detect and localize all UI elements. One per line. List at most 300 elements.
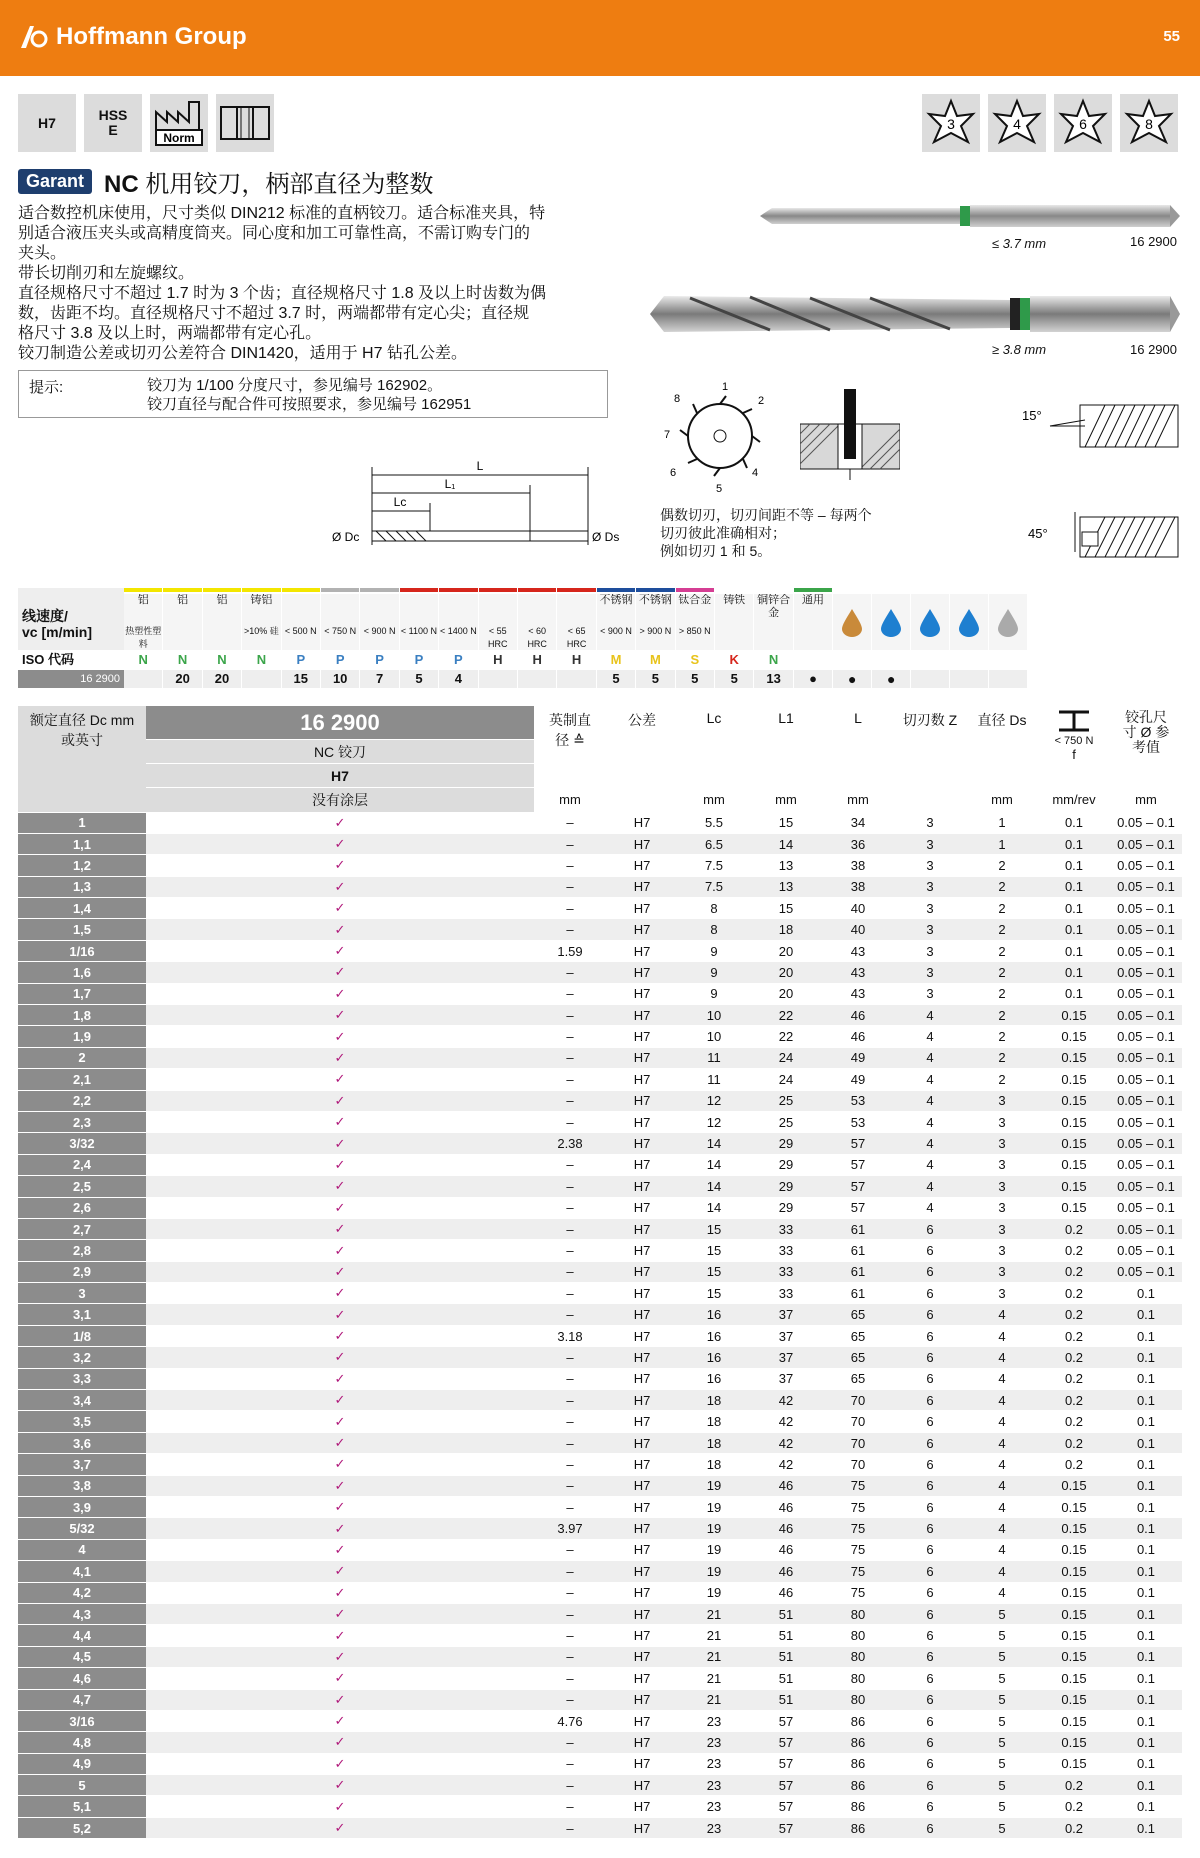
tolerance: H7 <box>606 1047 678 1068</box>
availability-check: ✓ <box>146 1668 534 1689</box>
table-row <box>18 1625 1182 1646</box>
l1-value: 46 <box>750 1539 822 1560</box>
l-value: 80 <box>822 1689 894 1710</box>
cutting-speed <box>518 670 556 688</box>
inch-diameter: – <box>534 1218 606 1239</box>
tolerance: H7 <box>606 1582 678 1603</box>
table-row <box>18 919 1182 940</box>
tolerance: H7 <box>606 1090 678 1111</box>
feed-value: 0.15 <box>1038 1154 1110 1175</box>
col-article-number: 16 2900 <box>146 706 534 740</box>
feed-value: 0.1 <box>1038 876 1110 897</box>
tolerance: H7 <box>606 1411 678 1432</box>
l1-value: 29 <box>750 1176 822 1197</box>
lc-value: 16 <box>678 1304 750 1325</box>
straight-shank-icon <box>219 103 271 143</box>
lc-value: 19 <box>678 1539 750 1560</box>
availability-check: ✓ <box>146 1497 534 1518</box>
table-row <box>18 1603 1182 1624</box>
unit: mm <box>822 788 894 812</box>
svg-text:Ø Dc: Ø Dc <box>332 530 360 544</box>
material-color-bar <box>518 588 556 592</box>
flute-count: 3 <box>894 962 966 983</box>
drill-size: 0.05 – 0.1 <box>1110 1218 1182 1239</box>
flute-count: 6 <box>894 1539 966 1560</box>
drill-size: 0.05 – 0.1 <box>1110 812 1182 833</box>
material-sub: < 900 N <box>363 626 396 636</box>
l1-value: 51 <box>750 1603 822 1624</box>
l-value: 43 <box>822 983 894 1004</box>
l1-value: 29 <box>750 1133 822 1154</box>
l1-value: 37 <box>750 1347 822 1368</box>
inch-diameter: – <box>534 919 606 940</box>
availability-check: ✓ <box>146 1561 534 1582</box>
col-l1: L1 <box>750 706 822 788</box>
material-sub: < 750 N <box>324 626 357 636</box>
shank-diameter: 5 <box>966 1710 1038 1731</box>
l1-value: 20 <box>750 983 822 1004</box>
availability-check: ✓ <box>146 1710 534 1731</box>
tolerance: H7 <box>606 1133 678 1154</box>
feed-value: 0.1 <box>1038 962 1110 983</box>
drill-size: 0.1 <box>1110 1497 1182 1518</box>
lc-value: 15 <box>678 1261 750 1282</box>
availability-check: ✓ <box>146 1368 534 1389</box>
flute-count: 6 <box>894 1261 966 1282</box>
flute-count: 3 <box>894 898 966 919</box>
cutting-speed: 20 <box>203 670 241 688</box>
svg-text:L₁: L₁ <box>444 477 456 491</box>
table-row <box>18 1347 1182 1368</box>
availability-check: ✓ <box>146 1518 534 1539</box>
l-value: 61 <box>822 1261 894 1282</box>
flute-count: 4 <box>894 1176 966 1197</box>
shank-diameter: 5 <box>966 1796 1038 1817</box>
l-value: 40 <box>822 919 894 940</box>
material-color-bar <box>282 588 320 592</box>
iso-code: N <box>256 652 267 667</box>
drill-size: 0.05 – 0.1 <box>1110 1047 1182 1068</box>
material-color-bar <box>242 588 280 592</box>
availability-check: ✓ <box>146 1582 534 1603</box>
feed-value: 0.2 <box>1038 1240 1110 1261</box>
l-value: 86 <box>822 1753 894 1774</box>
l-value: 80 <box>822 1603 894 1624</box>
l1-value: 51 <box>750 1668 822 1689</box>
nominal-diameter: 1,3 <box>18 876 146 897</box>
l-value: 61 <box>822 1283 894 1304</box>
nominal-diameter: 3,7 <box>18 1454 146 1475</box>
drill-size: 0.1 <box>1110 1732 1182 1753</box>
iso-code: M <box>649 652 661 667</box>
lc-value: 18 <box>678 1432 750 1453</box>
svg-text:4: 4 <box>1013 116 1021 132</box>
inch-diameter: – <box>534 1732 606 1753</box>
coolant-suitability: ● <box>833 670 871 688</box>
availability-check: ✓ <box>146 919 534 940</box>
availability-check: ✓ <box>146 1454 534 1475</box>
shank-diameter: 3 <box>966 1176 1038 1197</box>
inch-diameter: – <box>534 1475 606 1496</box>
drill-size: 0.05 – 0.1 <box>1110 1176 1182 1197</box>
col-l: L <box>822 706 894 788</box>
tolerance: H7 <box>606 1347 678 1368</box>
material-head-10 <box>518 594 556 650</box>
lc-value: 23 <box>678 1753 750 1774</box>
material-name: 不锈钢 <box>599 594 633 606</box>
material-color-bar <box>163 588 201 592</box>
drill-size: 0.05 – 0.1 <box>1110 1261 1182 1282</box>
availability-check: ✓ <box>146 1304 534 1325</box>
lc-value: 21 <box>678 1603 750 1624</box>
table-row <box>18 898 1182 919</box>
iso-code: N <box>138 652 148 667</box>
material-head-2 <box>203 594 241 650</box>
l1-value: 14 <box>750 833 822 854</box>
chip-material: HSS E <box>84 94 142 152</box>
material-name: 铝 <box>216 594 228 606</box>
cutting-speed: 4 <box>439 670 477 688</box>
feed-value: 0.15 <box>1038 1561 1110 1582</box>
unit: mm <box>1110 788 1182 812</box>
nominal-diameter: 3,8 <box>18 1475 146 1496</box>
lc-value: 9 <box>678 940 750 961</box>
table-row <box>18 1582 1182 1603</box>
l-value: 65 <box>822 1325 894 1346</box>
cutting-speed <box>479 670 517 688</box>
svg-text:2: 2 <box>758 395 765 407</box>
iso-code: N <box>217 652 227 667</box>
tolerance: H7 <box>606 1368 678 1389</box>
tolerance: H7 <box>606 1646 678 1667</box>
chip-tolerance: H7 <box>18 94 76 152</box>
flute-count: 6 <box>894 1775 966 1796</box>
shank-diameter: 1 <box>966 833 1038 854</box>
hint-box <box>18 370 608 418</box>
desc-line: 带长切削刃和左旋螺纹。 <box>18 265 195 282</box>
flute-count: 6 <box>894 1710 966 1731</box>
shank-diameter: 3 <box>966 1197 1038 1218</box>
material-name: 钛合金 <box>678 594 712 606</box>
flute-count: 6 <box>894 1497 966 1518</box>
material-sub: < 1400 N <box>439 626 477 636</box>
lc-value: 18 <box>678 1454 750 1475</box>
col-drill-size: 铰孔尺 寸 Ø 参 考值 <box>1110 706 1182 788</box>
lc-value: 19 <box>678 1582 750 1603</box>
shank-diameter: 5 <box>966 1817 1038 1838</box>
factory-norm-icon <box>153 98 205 148</box>
l1-value: 29 <box>750 1154 822 1175</box>
lc-value: 10 <box>678 1005 750 1026</box>
inch-diameter: – <box>534 855 606 876</box>
table-row <box>18 1197 1182 1218</box>
cutting-speed <box>242 670 280 688</box>
table-row <box>18 1475 1182 1496</box>
lc-value: 16 <box>678 1368 750 1389</box>
inch-diameter: – <box>534 1668 606 1689</box>
shank-diameter: 5 <box>966 1732 1038 1753</box>
inch-diameter: – <box>534 1689 606 1710</box>
nominal-diameter: 4,9 <box>18 1753 146 1774</box>
svg-text:8: 8 <box>1145 116 1153 132</box>
drill-size: 0.1 <box>1110 1539 1182 1560</box>
shank-diameter: 4 <box>966 1454 1038 1475</box>
iso-code: P <box>414 652 424 667</box>
lc-value: 21 <box>678 1689 750 1710</box>
material-head-15 <box>715 594 753 650</box>
flute-count: 6 <box>894 1304 966 1325</box>
nominal-diameter: 1,8 <box>18 1005 146 1026</box>
table-row <box>18 1753 1182 1774</box>
inch-diameter: 1.59 <box>534 940 606 961</box>
l1-value: 25 <box>750 1111 822 1132</box>
tolerance: H7 <box>606 1176 678 1197</box>
iso-label: ISO 代码 <box>22 652 75 667</box>
flute-count: 6 <box>894 1561 966 1582</box>
inch-diameter: – <box>534 1283 606 1304</box>
flute-count: 6 <box>894 1240 966 1261</box>
l-value: 38 <box>822 855 894 876</box>
lc-value: 7.5 <box>678 855 750 876</box>
inch-diameter: – <box>534 1261 606 1282</box>
availability-check: ✓ <box>146 898 534 919</box>
svg-text:3: 3 <box>947 116 955 132</box>
l1-value: 42 <box>750 1390 822 1411</box>
lc-value: 14 <box>678 1154 750 1175</box>
feed-value: 0.15 <box>1038 1176 1110 1197</box>
caption-size-large: ≥ 3.8 mm <box>992 342 1047 357</box>
material-color-bar <box>400 588 438 592</box>
tolerance: H7 <box>606 898 678 919</box>
dimension-drawing <box>330 455 630 565</box>
lc-value: 11 <box>678 1047 750 1068</box>
l-value: 34 <box>822 812 894 833</box>
flute-count: 4 <box>894 1111 966 1132</box>
availability-check: ✓ <box>146 1732 534 1753</box>
l1-value: 46 <box>750 1518 822 1539</box>
inch-diameter: – <box>534 1646 606 1667</box>
availability-check: ✓ <box>146 962 534 983</box>
coolant-suitability: ● <box>872 670 910 688</box>
shank-diameter: 4 <box>966 1347 1038 1368</box>
l-value: 80 <box>822 1625 894 1646</box>
availability-check: ✓ <box>146 1753 534 1774</box>
l-value: 46 <box>822 1026 894 1047</box>
drill-size: 0.1 <box>1110 1561 1182 1582</box>
feed-value: 0.2 <box>1038 1218 1110 1239</box>
unit: mm <box>750 788 822 812</box>
availability-check: ✓ <box>146 1026 534 1047</box>
nominal-diameter: 2,4 <box>18 1154 146 1175</box>
material-head-6 <box>360 594 398 650</box>
bore-illustration <box>800 384 900 484</box>
feed-value: 0.2 <box>1038 1775 1110 1796</box>
feed-value: 0.15 <box>1038 1111 1110 1132</box>
material-head-14 <box>676 594 714 650</box>
tolerance: H7 <box>606 1325 678 1346</box>
lc-value: 21 <box>678 1646 750 1667</box>
cutting-speed: 15 <box>282 670 320 688</box>
material-color-bar <box>754 588 792 592</box>
table-row <box>18 1005 1182 1026</box>
feed-value: 0.1 <box>1038 833 1110 854</box>
l1-value: 15 <box>750 812 822 833</box>
material-sub: < 65 HRC <box>566 626 587 649</box>
material-color-bar <box>203 588 241 592</box>
l1-value: 22 <box>750 1026 822 1047</box>
l1-value: 18 <box>750 919 822 940</box>
inch-diameter: – <box>534 1347 606 1368</box>
flute-count: 6 <box>894 1325 966 1346</box>
flute-count: 4 <box>894 1005 966 1026</box>
availability-check: ✓ <box>146 1283 534 1304</box>
availability-check: ✓ <box>146 1625 534 1646</box>
hoffmann-logo-icon <box>18 22 48 52</box>
drill-size: 0.05 – 0.1 <box>1110 1090 1182 1111</box>
material-head-4 <box>282 594 320 650</box>
availability-check: ✓ <box>146 1325 534 1346</box>
inch-diameter: – <box>534 833 606 854</box>
material-sub: < 55 HRC <box>488 626 508 649</box>
table-row <box>18 1668 1182 1689</box>
svg-text:6: 6 <box>670 467 677 479</box>
nominal-diameter: 1,1 <box>18 833 146 854</box>
l1-value: 46 <box>750 1475 822 1496</box>
l-value: 70 <box>822 1454 894 1475</box>
drill-size: 0.05 – 0.1 <box>1110 855 1182 876</box>
inch-diameter: – <box>534 1154 606 1175</box>
lc-value: 23 <box>678 1732 750 1753</box>
l1-value: 24 <box>750 1069 822 1090</box>
unit <box>606 788 678 812</box>
shank-diameter: 5 <box>966 1753 1038 1774</box>
nominal-diameter: 3 <box>18 1283 146 1304</box>
lc-value: 11 <box>678 1069 750 1090</box>
inch-diameter: – <box>534 1561 606 1582</box>
flute-count: 6 <box>894 1603 966 1624</box>
feed-value: 0.2 <box>1038 1454 1110 1475</box>
l1-value: 42 <box>750 1454 822 1475</box>
flute-count: 3 <box>894 983 966 1004</box>
flute-count: 4 <box>894 1047 966 1068</box>
drill-size: 0.05 – 0.1 <box>1110 1111 1182 1132</box>
table-row <box>18 1325 1182 1346</box>
lc-value: 19 <box>678 1518 750 1539</box>
l-value: 70 <box>822 1390 894 1411</box>
lc-value: 23 <box>678 1710 750 1731</box>
drill-size: 0.1 <box>1110 1411 1182 1432</box>
lc-value: 16 <box>678 1347 750 1368</box>
cutting-speed <box>124 670 162 688</box>
shank-diameter: 3 <box>966 1154 1038 1175</box>
material-color-bar <box>636 588 674 592</box>
l1-value: 42 <box>750 1411 822 1432</box>
lc-value: 10 <box>678 1026 750 1047</box>
feed-value: 0.15 <box>1038 1710 1110 1731</box>
brand-logo <box>18 22 247 52</box>
cutting-speed: 10 <box>321 670 359 688</box>
l-value: 38 <box>822 876 894 897</box>
material-name: 铝 <box>137 594 149 606</box>
material-head-1 <box>163 594 201 650</box>
l-value: 61 <box>822 1240 894 1261</box>
table-row <box>18 1047 1182 1068</box>
drill-size: 0.05 – 0.1 <box>1110 1133 1182 1154</box>
inch-diameter: – <box>534 1390 606 1411</box>
l-value: 70 <box>822 1432 894 1453</box>
availability-check: ✓ <box>146 1005 534 1026</box>
table-row <box>18 1283 1182 1304</box>
tolerance: H7 <box>606 1497 678 1518</box>
feed-value: 0.15 <box>1038 1603 1110 1624</box>
tolerance: H7 <box>606 1454 678 1475</box>
coolant-suitability <box>911 670 949 688</box>
inch-diameter: – <box>534 1582 606 1603</box>
svg-text:Norm: Norm <box>163 131 195 145</box>
table-row <box>18 1775 1182 1796</box>
l1-value: 33 <box>750 1218 822 1239</box>
availability-check: ✓ <box>146 1796 534 1817</box>
coolant-icon-2 <box>911 594 949 650</box>
l-value: 86 <box>822 1710 894 1731</box>
flute-count: 6 <box>894 1625 966 1646</box>
cutting-speed: 20 <box>163 670 201 688</box>
angle-15-illustration <box>1020 400 1180 460</box>
iso-code: P <box>375 652 384 667</box>
lc-value: 21 <box>678 1625 750 1646</box>
desc-line: 适合数控机床使用，尺寸类似 DIN212 标准的直柄铰刀。适合标准夹具，特 <box>18 205 546 222</box>
inch-diameter: – <box>534 1090 606 1111</box>
availability-check: ✓ <box>146 1111 534 1132</box>
nominal-diameter: 1,5 <box>18 919 146 940</box>
material-sub: >10% 硅 <box>243 626 279 636</box>
unit: mm <box>534 788 606 812</box>
l-value: 65 <box>822 1347 894 1368</box>
coolant-icon-3 <box>950 594 988 650</box>
svg-text:6: 6 <box>1079 116 1087 132</box>
tolerance: H7 <box>606 1154 678 1175</box>
lc-value: 23 <box>678 1817 750 1838</box>
table-row <box>18 1176 1182 1197</box>
drill-size: 0.05 – 0.1 <box>1110 833 1182 854</box>
tolerance: H7 <box>606 1668 678 1689</box>
shank-diameter: 2 <box>966 940 1038 961</box>
inch-diameter: – <box>534 812 606 833</box>
shank-diameter: 2 <box>966 1047 1038 1068</box>
l1-value: 13 <box>750 855 822 876</box>
l1-value: 20 <box>750 940 822 961</box>
nominal-diameter: 2,8 <box>18 1240 146 1261</box>
shank-diameter: 2 <box>966 1026 1038 1047</box>
tolerance: H7 <box>606 855 678 876</box>
tolerance: H7 <box>606 1283 678 1304</box>
table-row <box>18 962 1182 983</box>
drill-size: 0.1 <box>1110 1390 1182 1411</box>
iso-code: K <box>729 652 739 667</box>
product-title: NC 机用铰刀，柄部直径为整数 <box>104 171 434 198</box>
lc-value: 7.5 <box>678 876 750 897</box>
flute-count: 3 <box>894 876 966 897</box>
flute-count: 4 <box>894 1133 966 1154</box>
iso-code: H <box>571 652 582 667</box>
iso-code: N <box>768 652 779 667</box>
inch-diameter: 3.18 <box>534 1325 606 1346</box>
drill-size: 0.05 – 0.1 <box>1110 962 1182 983</box>
tolerance: H7 <box>606 1304 678 1325</box>
material-head-3 <box>242 594 280 650</box>
nominal-diameter: 2,6 <box>18 1197 146 1218</box>
material-head-9 <box>479 594 517 650</box>
